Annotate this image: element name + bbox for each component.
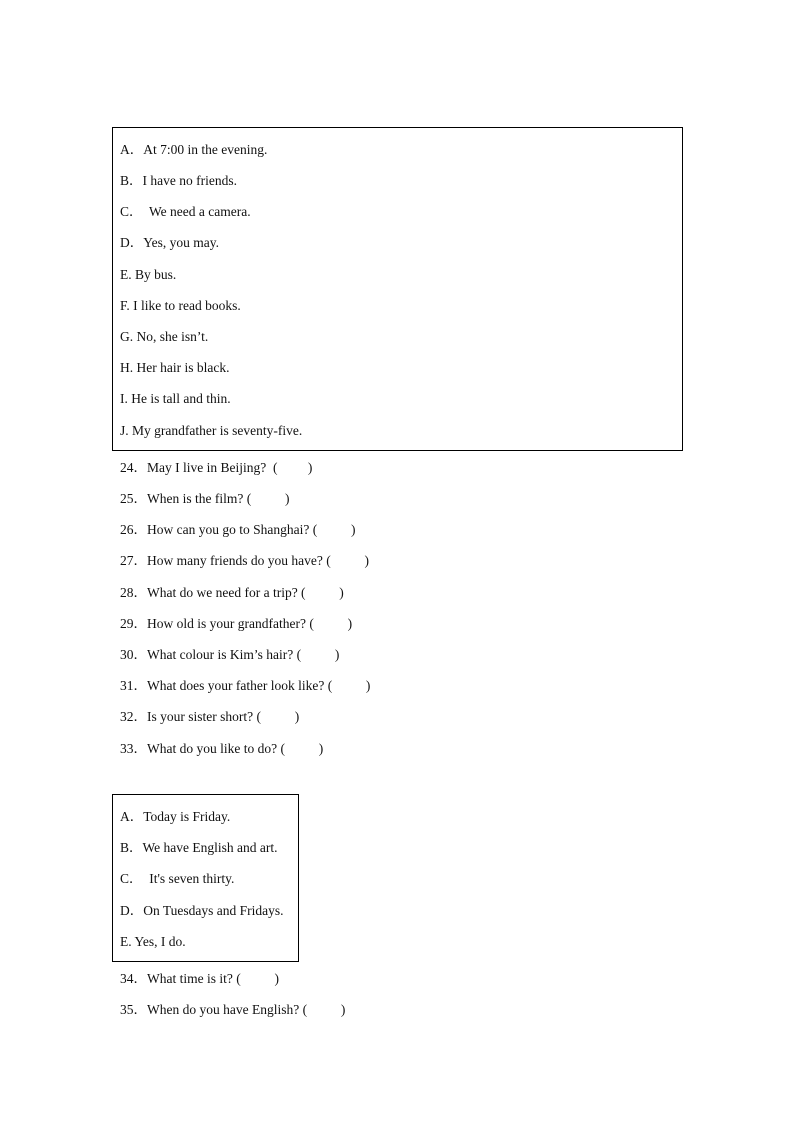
question-28: 28．What do we need for a trip? ( ) [120, 585, 344, 600]
option-h: H. Her hair is black. [120, 360, 230, 375]
option-c: C． It's seven thirty. [120, 871, 235, 886]
option-d: D．Yes, you may. [120, 235, 220, 250]
option-a: A．At 7:00 in the evening. [120, 142, 268, 157]
question-35: 35．When do you have English? ( ) [120, 1002, 346, 1017]
option-i: I. He is tall and thin. [120, 391, 231, 406]
option-j: J. My grandfather is seventy-five. [120, 423, 303, 438]
option-e: E. By bus. [120, 267, 177, 282]
option-f: F. I like to read books. [120, 298, 241, 313]
question-29: 29．How old is your grandfather? ( ) [120, 616, 353, 631]
option-g: G. No, she isn’t. [120, 329, 209, 344]
question-27: 27．How many friends do you have? ( ) [120, 553, 369, 568]
option-b: B．We have English and art. [120, 840, 278, 855]
question-31: 31．What does your father look like? ( ) [120, 678, 371, 693]
question-25: 25．When is the film? ( ) [120, 491, 290, 506]
option-e: E. Yes, I do. [120, 934, 186, 949]
option-d: D．On Tuesdays and Fridays. [120, 903, 284, 918]
question-33: 33．What do you like to do? ( ) [120, 741, 324, 756]
question-34: 34．What time is it? ( ) [120, 971, 279, 986]
option-b: B．I have no friends. [120, 173, 237, 188]
question-32: 32．Is your sister short? ( ) [120, 709, 300, 724]
question-24: 24．May I live in Beijing? ( ) [120, 460, 313, 475]
option-a: A．Today is Friday. [120, 809, 231, 824]
option-c: C． We need a camera. [120, 204, 251, 219]
question-26: 26．How can you go to Shanghai? ( ) [120, 522, 356, 537]
question-30: 30．What colour is Kim’s hair? ( ) [120, 647, 340, 662]
